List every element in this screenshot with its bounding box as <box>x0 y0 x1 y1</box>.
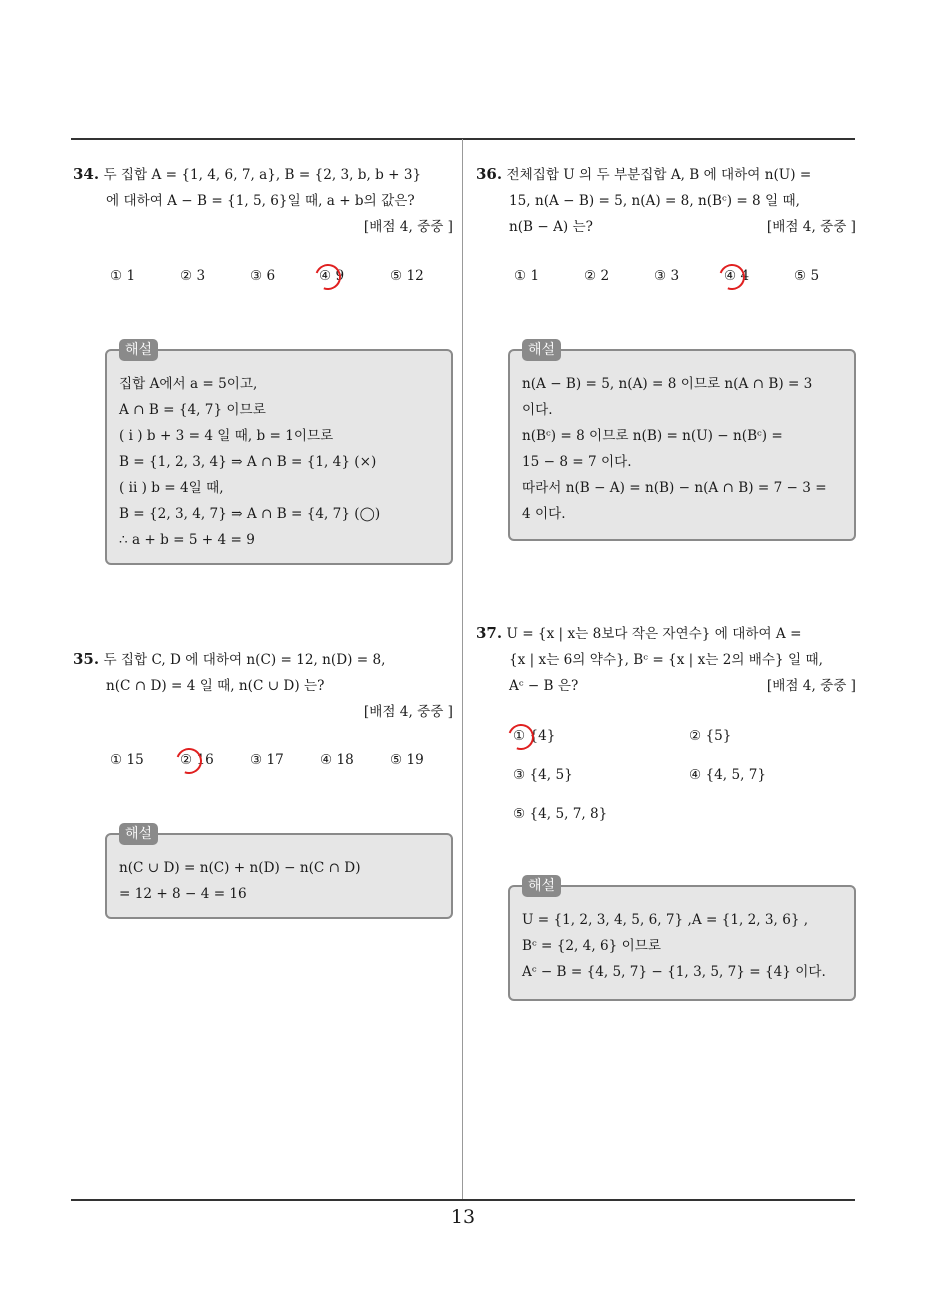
score-label: [배점 4, 중중 ] <box>363 704 453 720</box>
solution-line: B = {2, 3, 4, 7} ⇒ A ∩ B = {4, 7} (◯) <box>119 506 381 522</box>
problem-number: 37. <box>476 624 503 642</box>
problem-number: 35. <box>73 650 100 668</box>
solution-line: = 12 + 8 − 4 = 16 <box>119 886 247 902</box>
column-divider <box>462 139 463 1200</box>
solution-line: B = {1, 2, 3, 4} ⇒ A ∩ B = {1, 4} (×) <box>119 454 377 470</box>
choice-3[interactable]: ③ 3 <box>654 268 680 284</box>
solution-tab: 해설 <box>119 339 158 361</box>
problem-34 <box>73 161 453 240</box>
solution-line: 15 − 8 = 7 이다. <box>522 454 632 470</box>
solution-line: 따라서 n(B − A) = n(B) − n(A ∩ B) = 7 − 3 = <box>522 480 827 496</box>
problem-text-line: U = {x | x는 8보다 작은 자연수} 에 대하여 A = <box>506 626 802 642</box>
solution-line: 집합 A에서 a = 5이고, <box>119 376 258 392</box>
problem-text-line: 에 대하여 A − B = {1, 5, 6}일 때, a + b의 값은? <box>106 193 415 209</box>
problem-text-line: n(B − A) 는? <box>509 219 593 235</box>
choice-3[interactable]: ③ {4, 5} <box>513 767 573 783</box>
choice-5[interactable]: ⑤ 12 <box>390 268 424 284</box>
solution-line: n(C ∪ D) = n(C) + n(D) − n(C ∩ D) <box>119 860 361 876</box>
choice-1[interactable]: ① 1 <box>514 268 540 284</box>
solution-line: Bᶜ = {2, 4, 6} 이므로 <box>522 938 661 954</box>
problem-text-line: Aᶜ − B 은? <box>509 678 579 694</box>
problem-35 <box>73 646 453 725</box>
choice-4[interactable]: ④ 18 <box>320 752 354 768</box>
solution-tab: 해설 <box>119 823 158 845</box>
choice-2[interactable]: ② 3 <box>180 268 206 284</box>
problem-text-line: 두 집합 C, D 에 대하여 n(C) = 12, n(D) = 8, <box>103 652 386 668</box>
solution-line: ( ii ) b = 4일 때, <box>119 480 224 496</box>
choice-5[interactable]: ⑤ 19 <box>390 752 424 768</box>
solution-line: ∴ a + b = 5 + 4 = 9 <box>119 532 255 548</box>
problem-text-line: 15, n(A − B) = 5, n(A) = 8, n(Bᶜ) = 8 일 때, <box>509 193 800 209</box>
problem-37 <box>476 620 856 699</box>
problem-text-line: {x | x는 6의 약수}, Bᶜ = {x | x는 2의 배수} 일 때, <box>509 652 823 668</box>
solution-line: n(A − B) = 5, n(A) = 8 이므로 n(A ∩ B) = 3 <box>522 376 813 392</box>
choice-1[interactable]: ① 1 <box>110 268 136 284</box>
problem-36 <box>476 161 856 240</box>
solution-line: U = {1, 2, 3, 4, 5, 6, 7} ,A = {1, 2, 3, 6} , <box>522 912 809 928</box>
solution-box-34 <box>105 342 453 565</box>
choice-3[interactable]: ③ 17 <box>250 752 284 768</box>
top-rule <box>71 138 855 140</box>
choice-3[interactable]: ③ 6 <box>250 268 276 284</box>
score-label: [배점 4, 중중 ] <box>766 678 856 694</box>
problem-text-line: 두 집합 A = {1, 4, 6, 7, a}, B = {2, 3, b, b + 3} <box>103 167 422 183</box>
choice-4[interactable]: ④ {4, 5, 7} <box>689 767 767 783</box>
page-number: 13 <box>450 1206 476 1228</box>
solution-box-37 <box>508 878 856 1001</box>
choice-5[interactable]: ⑤ 5 <box>794 268 820 284</box>
answer-mark <box>715 260 750 295</box>
solution-line: 이다. <box>522 402 553 418</box>
solution-box-36 <box>508 342 856 541</box>
problem-text-line: n(C ∩ D) = 4 일 때, n(C ∪ D) 는? <box>106 678 325 694</box>
solution-box-35 <box>105 826 453 919</box>
problem-text-line: 전체집합 U 의 두 부분집합 A, B 에 대하여 n(U) = <box>506 167 812 183</box>
solution-line: A ∩ B = {4, 7} 이므로 <box>119 402 266 418</box>
bottom-rule <box>71 1199 855 1201</box>
answer-mark <box>504 720 539 755</box>
solution-line: 4 이다. <box>522 506 566 522</box>
choice-4[interactable]: ④ 4 <box>724 268 750 284</box>
solution-tab: 해설 <box>522 339 561 361</box>
answer-mark <box>172 744 207 779</box>
solution-line: Aᶜ − B = {4, 5, 7} − {1, 3, 5, 7} = {4} 이다. <box>522 964 826 980</box>
choice-2[interactable]: ② 2 <box>584 268 610 284</box>
choice-1[interactable]: ① {4} <box>513 728 556 744</box>
solution-tab: 해설 <box>522 875 561 897</box>
score-label: [배점 4, 중중 ] <box>363 219 453 235</box>
problem-number: 36. <box>476 165 503 183</box>
choice-2[interactable]: ② 16 <box>180 752 214 768</box>
choice-2[interactable]: ② {5} <box>689 728 732 744</box>
solution-line: ( i ) b + 3 = 4 일 때, b = 1이므로 <box>119 428 334 444</box>
choice-4[interactable]: ④ 9 <box>319 268 345 284</box>
choice-5[interactable]: ⑤ {4, 5, 7, 8} <box>513 806 608 822</box>
problem-number: 34. <box>73 165 100 183</box>
choice-1[interactable]: ① 15 <box>110 752 144 768</box>
answer-mark <box>311 260 346 295</box>
score-label: [배점 4, 중중 ] <box>766 219 856 235</box>
solution-line: n(Bᶜ) = 8 이므로 n(B) = n(U) − n(Bᶜ) = <box>522 428 783 444</box>
